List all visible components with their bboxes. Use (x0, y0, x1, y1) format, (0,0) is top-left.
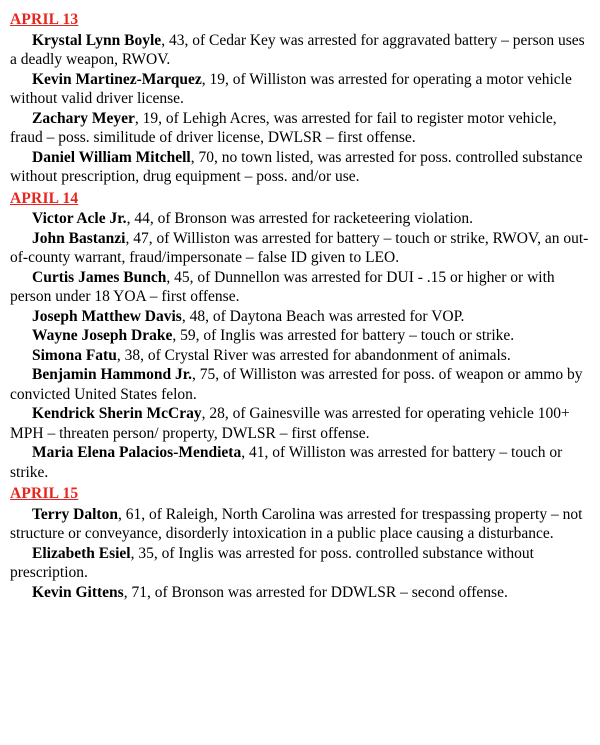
arrest-details: , 43, of Cedar Key was arrested for aggravated battery – person uses a deadly weapon, RWOV. (10, 31, 585, 69)
arrest-entry (10, 148, 590, 187)
arrestee-name: Kevin Gittens (32, 583, 124, 601)
arrest-entry (10, 209, 590, 229)
date-heading: APRIL 14 (10, 189, 79, 207)
date-heading: APRIL 15 (10, 485, 79, 503)
arrestee-name: Wayne Joseph Drake (32, 327, 173, 345)
arrestee-name: Kevin Martinez-Marquez (32, 70, 202, 88)
arrestee-name: Joseph Matthew Davis (32, 307, 182, 325)
arrest-details: , 28, of Gainesville was arrested for operating vehicle 100+ MPH – threaten person/ property, DWLSR – first offense. (10, 405, 570, 442)
arrest-details: , 70, no town listed, was arrested for poss. controlled substance without prescription, drug equipment – poss. and/or use. (10, 148, 583, 186)
arrest-entry (10, 544, 590, 583)
arrest-details: , 59, of Inglis was arrested for battery – touch or strike. (172, 327, 515, 345)
arrestee-name: John Bastanzi (32, 229, 126, 247)
arrest-details: , 19, of Lehigh Acres, was arrested for fail to register motor vehicle, fraud – poss. similitude of driver license, DWLSR – first offense. (10, 109, 557, 147)
arrest-details: , 35, of Inglis was arrested for poss. controlled substance without prescription. (10, 544, 534, 582)
arrest-details: , 71, of Bronson was arrested for DDWLSR – second offense. (123, 583, 508, 601)
arrestee-name: Kendrick Sherin McCray (32, 405, 202, 423)
arrest-details: , 44, of Bronson was arrested for racketeering violation. (126, 210, 474, 228)
arrestee-name: Elizabeth Esiel (32, 544, 131, 562)
arrest-details: , 38, of Crystal River was arrested for abandonment of animals. (116, 346, 511, 364)
arrestee-name: Curtis James Bunch (32, 268, 167, 286)
arrest-entry (10, 443, 590, 482)
arrest-entry (10, 109, 590, 148)
date-heading: APRIL 13 (10, 11, 79, 28)
arrest-entry (10, 31, 590, 70)
arrest-details: , 45, of Dunnellon was arrested for DUI - .15 or higher or with person under 18 YOA – first offense. (10, 268, 555, 306)
arrest-details: , 61, of Raleigh, North Carolina was arrested for trespassing property – not structure or conveyance, disorderly intoxication in a public place causing a disturbance. (10, 505, 583, 543)
arrest-details: , 41, of Williston was arrested for battery – touch or strike. (10, 444, 563, 481)
section-april-13 (10, 8, 590, 31)
arrest-entry (10, 326, 590, 346)
arrest-details: , 48, of Daytona Beach was arrested for VOP. (181, 307, 465, 325)
arrestee-name: Zachary Meyer (32, 109, 135, 127)
arrest-entry (10, 229, 590, 268)
arrest-details: , 47, of Williston was arrested for battery – touch or strike, RWOV, an out-of-county warrant, fraud/impersonate – false ID given to LEO. (10, 229, 589, 267)
arrestee-name: Benjamin Hammond Jr. (32, 366, 193, 384)
arrestee-name: Daniel William Mitchell (32, 148, 191, 166)
arrest-entry (10, 583, 590, 603)
arrest-entry (10, 268, 590, 307)
arrest-entry (10, 70, 590, 109)
arrestee-name: Krystal Lynn Boyle (32, 31, 162, 49)
arrest-entry (10, 307, 590, 327)
arrest-entry (10, 505, 590, 544)
arrest-entry (10, 365, 590, 404)
arrestee-name: Terry Dalton (32, 505, 118, 523)
section-april-14 (10, 187, 590, 210)
arrest-entry (10, 404, 590, 443)
arrest-details: , 19, of Williston was arrested for operating a motor vehicle without valid driver license. (10, 70, 572, 108)
arrest-details: , 75, of Williston was arrested for poss. of weapon or ammo by convicted United States felon. (10, 366, 583, 403)
arrestee-name: Maria Elena Palacios-Mendieta (32, 444, 242, 462)
arrestee-name: Simona Fatu (32, 346, 117, 364)
section-april-15 (10, 482, 590, 505)
arrest-entry (10, 346, 590, 366)
arrestee-name: Victor Acle Jr. (32, 210, 127, 228)
